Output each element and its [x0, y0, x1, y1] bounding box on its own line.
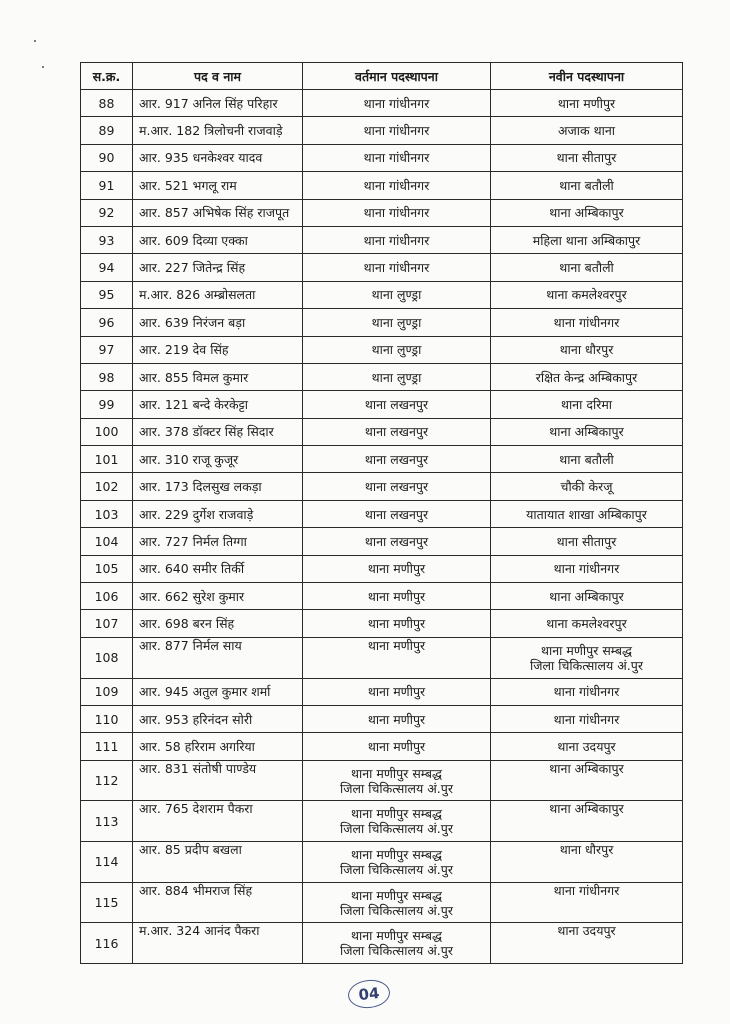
new-posting-cell	[491, 336, 683, 363]
table-row	[81, 801, 683, 842]
name-cell: आर. 609 दिव्या एक्का	[133, 226, 303, 253]
new-posting-cell-line: थाना उदयपुर	[557, 738, 616, 754]
current-posting-cell	[303, 923, 491, 964]
serial-number-cell: 92	[81, 199, 133, 226]
new-posting-cell-line: रक्षित केन्द्र अम्बिकापुर	[535, 369, 638, 385]
current-posting-cell-line: थाना गांधीनगर	[363, 205, 430, 221]
transfer-table	[80, 62, 683, 964]
new-posting-cell	[491, 923, 683, 964]
current-posting-cell	[303, 144, 491, 171]
current-posting-cell-line: थाना मणीपुर सम्बद्ध	[351, 846, 442, 862]
name-cell: आर. 727 निर्मल तिग्गा	[133, 528, 303, 555]
current-posting-cell	[303, 473, 491, 500]
current-posting-cell-line: थाना मणीपुर	[367, 684, 426, 700]
name-cell: आर. 121 बन्दे केरकेट्टा	[133, 391, 303, 418]
current-posting-cell-line: थाना लखनपुर	[364, 451, 429, 467]
serial-number-cell: 97	[81, 336, 133, 363]
serial-number-cell: 108	[81, 637, 133, 678]
new-posting-cell-line: थाना मणीपुर सम्बद्ध	[541, 642, 632, 658]
name-cell: आर. 884 भीमराज सिंह	[133, 882, 303, 923]
name-cell: आर. 953 हरिनंदन सोरी	[133, 705, 303, 732]
current-posting-cell	[303, 446, 491, 473]
scan-speck	[34, 40, 36, 42]
table-row	[81, 172, 683, 199]
new-posting-cell	[491, 500, 683, 527]
table-row	[81, 637, 683, 678]
name-cell: आर. 698 बरन सिंह	[133, 610, 303, 637]
table-row	[81, 705, 683, 732]
table-row	[81, 473, 683, 500]
new-posting-cell	[491, 473, 683, 500]
table-row	[81, 760, 683, 801]
new-posting-cell-line: जिला चिकित्सालय अं.पुर	[530, 657, 643, 673]
current-posting-cell-line: थाना गांधीनगर	[363, 95, 430, 111]
new-posting-cell	[491, 801, 683, 842]
new-posting-cell	[491, 117, 683, 144]
table-row	[81, 226, 683, 253]
serial-number-cell: 98	[81, 363, 133, 390]
new-posting-cell-line: थाना उदयपुर	[557, 923, 616, 939]
serial-number-cell: 116	[81, 923, 133, 964]
current-posting-cell-line: जिला चिकित्सालय अं.पुर	[340, 780, 453, 796]
new-posting-cell	[491, 882, 683, 923]
current-posting-cell-line: थाना लखनपुर	[364, 424, 429, 440]
serial-number-cell: 91	[81, 172, 133, 199]
current-posting-cell	[303, 418, 491, 445]
new-posting-cell-line: थाना गांधीनगर	[553, 711, 620, 727]
serial-number-cell: 106	[81, 583, 133, 610]
name-cell: आर. 173 दिलसुख लकड़ा	[133, 473, 303, 500]
current-posting-cell	[303, 610, 491, 637]
table-row	[81, 254, 683, 281]
new-posting-cell	[491, 90, 683, 117]
serial-number-cell: 95	[81, 281, 133, 308]
serial-number-cell: 101	[81, 446, 133, 473]
new-posting-cell	[491, 391, 683, 418]
serial-number-cell: 114	[81, 842, 133, 883]
new-posting-cell	[491, 281, 683, 308]
current-posting-cell-line: थाना लखनपुर	[364, 506, 429, 522]
new-posting-cell-line: थाना सीतापुर	[556, 150, 617, 166]
name-cell: आर. 640 समीर तिर्की	[133, 555, 303, 582]
table-row	[81, 500, 683, 527]
current-posting-cell	[303, 760, 491, 801]
current-posting-cell-line: थाना लुण्ड्रा	[371, 314, 422, 330]
serial-number-cell: 105	[81, 555, 133, 582]
name-cell: आर. 831 संतोषी पाण्डेय	[133, 760, 303, 801]
name-cell: आर. 85 प्रदीप बखला	[133, 842, 303, 883]
new-posting-cell	[491, 144, 683, 171]
current-posting-cell-line: जिला चिकित्सालय अं.पुर	[340, 821, 453, 837]
serial-number-cell: 89	[81, 117, 133, 144]
serial-number-cell: 99	[81, 391, 133, 418]
new-posting-cell	[491, 678, 683, 705]
current-posting-cell-line: थाना लखनपुर	[364, 479, 429, 495]
header-serial: स.क्र.	[81, 63, 133, 90]
name-cell: आर. 877 निर्मल साय	[133, 637, 303, 678]
serial-number-cell: 94	[81, 254, 133, 281]
new-posting-cell-line: थाना गांधीनगर	[553, 684, 620, 700]
name-cell: आर. 639 निरंजन बड़ा	[133, 309, 303, 336]
current-posting-cell	[303, 637, 491, 678]
name-cell: आर. 219 देव सिंह	[133, 336, 303, 363]
new-posting-cell	[491, 610, 683, 637]
table-row	[81, 528, 683, 555]
new-posting-cell	[491, 309, 683, 336]
serial-number-cell: 93	[81, 226, 133, 253]
current-posting-cell	[303, 90, 491, 117]
current-posting-cell	[303, 678, 491, 705]
name-cell: आर. 229 दुर्गेश राजवाड़े	[133, 500, 303, 527]
current-posting-cell	[303, 842, 491, 883]
name-cell: म.आर. 182 त्रिलोचनी राजवाड़े	[133, 117, 303, 144]
new-posting-cell	[491, 583, 683, 610]
new-posting-cell-line: थाना अम्बिकापुर	[549, 205, 624, 221]
name-cell: आर. 227 जितेन्द्र सिंह	[133, 254, 303, 281]
current-posting-cell	[303, 528, 491, 555]
current-posting-cell-line: थाना मणीपुर सम्बद्ध	[351, 928, 442, 944]
new-posting-cell-line: थाना बतौली	[559, 451, 614, 467]
serial-number-cell: 115	[81, 882, 133, 923]
current-posting-cell-line: थाना गांधीनगर	[363, 177, 430, 193]
name-cell: आर. 58 हरिराम अगरिया	[133, 733, 303, 760]
name-cell: आर. 945 अतुल कुमार शर्मा	[133, 678, 303, 705]
table-row	[81, 555, 683, 582]
current-posting-cell-line: थाना मणीपुर सम्बद्ध	[351, 765, 442, 781]
new-posting-cell-line: चौकी केरजू	[560, 479, 613, 495]
new-posting-cell-line: थाना गांधीनगर	[553, 561, 620, 577]
current-posting-cell-line: थाना मणीपुर	[367, 738, 426, 754]
header-name: पद व नाम	[133, 63, 303, 90]
current-posting-cell	[303, 705, 491, 732]
current-posting-cell-line: थाना गांधीनगर	[363, 232, 430, 248]
current-posting-cell-line: थाना लखनपुर	[364, 396, 429, 412]
current-posting-cell	[303, 336, 491, 363]
current-posting-cell-line: थाना मणीपुर	[367, 616, 426, 632]
current-posting-cell-line: थाना लुण्ड्रा	[371, 342, 422, 358]
header-current-posting: वर्तमान पदस्थापना	[303, 63, 491, 90]
current-posting-cell-line: थाना मणीपुर सम्बद्ध	[351, 806, 442, 822]
current-posting-cell-line: थाना मणीपुर	[367, 561, 426, 577]
table-row	[81, 336, 683, 363]
name-cell: आर. 310 राजू कुजूर	[133, 446, 303, 473]
current-posting-cell-line: जिला चिकित्सालय अं.पुर	[340, 902, 453, 918]
name-cell: आर. 765 देशराम पैकरा	[133, 801, 303, 842]
current-posting-cell-line: थाना मणीपुर	[367, 637, 426, 653]
new-posting-cell-line: थाना धौरपुर	[559, 342, 614, 358]
current-posting-cell-line: थाना लुण्ड्रा	[371, 369, 422, 385]
table-row	[81, 309, 683, 336]
new-posting-cell-line: अजाक थाना	[557, 123, 616, 139]
table-row	[81, 842, 683, 883]
table-row	[81, 446, 683, 473]
new-posting-cell	[491, 705, 683, 732]
serial-number-cell: 100	[81, 418, 133, 445]
serial-number-cell: 103	[81, 500, 133, 527]
scan-speck	[42, 66, 44, 68]
name-cell: आर. 378 डॉक्टर सिंह सिदार	[133, 418, 303, 445]
new-posting-cell	[491, 528, 683, 555]
table-row	[81, 117, 683, 144]
name-cell: आर. 521 भगलू राम	[133, 172, 303, 199]
serial-number-cell: 102	[81, 473, 133, 500]
current-posting-cell	[303, 583, 491, 610]
new-posting-cell-line: थाना सीतापुर	[556, 533, 617, 549]
new-posting-cell-line: थाना गांधीनगर	[553, 882, 620, 898]
new-posting-cell-line: थाना गांधीनगर	[553, 314, 620, 330]
new-posting-cell-line: थाना दरिमा	[560, 396, 613, 412]
serial-number-cell: 109	[81, 678, 133, 705]
serial-number-cell: 90	[81, 144, 133, 171]
current-posting-cell-line: थाना गांधीनगर	[363, 150, 430, 166]
current-posting-cell-line: थाना गांधीनगर	[363, 260, 430, 276]
name-cell: आर. 662 सुरेश कुमार	[133, 583, 303, 610]
table-row	[81, 610, 683, 637]
serial-number-cell: 107	[81, 610, 133, 637]
current-posting-cell-line: थाना लखनपुर	[364, 533, 429, 549]
current-posting-cell	[303, 391, 491, 418]
table-row	[81, 882, 683, 923]
table-row	[81, 199, 683, 226]
serial-number-cell: 113	[81, 801, 133, 842]
current-posting-cell	[303, 801, 491, 842]
name-cell: म.आर. 324 आनंद पैकरा	[133, 923, 303, 964]
current-posting-cell	[303, 363, 491, 390]
name-cell: आर. 917 अनिल सिंह परिहार	[133, 90, 303, 117]
current-posting-cell	[303, 281, 491, 308]
table-row	[81, 90, 683, 117]
new-posting-cell	[491, 637, 683, 678]
serial-number-cell: 96	[81, 309, 133, 336]
current-posting-cell-line: जिला चिकित्सालय अं.पुर	[340, 943, 453, 959]
current-posting-cell	[303, 309, 491, 336]
new-posting-cell-line: थाना अम्बिकापुर	[549, 801, 624, 817]
header-new-posting: नवीन पदस्थापना	[491, 63, 683, 90]
current-posting-cell-line: थाना लुण्ड्रा	[371, 287, 422, 303]
new-posting-cell	[491, 172, 683, 199]
new-posting-cell	[491, 226, 683, 253]
table-row	[81, 923, 683, 964]
name-cell: आर. 935 धनकेश्वर यादव	[133, 144, 303, 171]
serial-number-cell: 104	[81, 528, 133, 555]
new-posting-cell-line: थाना बतौली	[559, 177, 614, 193]
new-posting-cell-line: महिला थाना अम्बिकापुर	[532, 232, 641, 248]
current-posting-cell-line: थाना गांधीनगर	[363, 123, 430, 139]
new-posting-cell	[491, 418, 683, 445]
current-posting-cell	[303, 882, 491, 923]
serial-number-cell: 112	[81, 760, 133, 801]
new-posting-cell	[491, 733, 683, 760]
new-posting-cell-line: यातायात शाखा अम्बिकापुर	[526, 506, 647, 522]
name-cell: आर. 855 विमल कुमार	[133, 363, 303, 390]
new-posting-cell-line: थाना मणीपुर	[557, 95, 616, 111]
new-posting-cell-line: थाना अम्बिकापुर	[549, 760, 624, 776]
serial-number-cell: 110	[81, 705, 133, 732]
serial-number-cell: 88	[81, 90, 133, 117]
table-row	[81, 281, 683, 308]
table-row	[81, 583, 683, 610]
name-cell: म.आर. 826 अम्ब्रोसलता	[133, 281, 303, 308]
new-posting-cell-line: थाना कमलेश्वरपुर	[546, 616, 627, 632]
current-posting-cell	[303, 254, 491, 281]
new-posting-cell	[491, 760, 683, 801]
name-cell: आर. 857 अभिषेक सिंह राजपूत	[133, 199, 303, 226]
current-posting-cell	[303, 226, 491, 253]
table-row	[81, 678, 683, 705]
table-row	[81, 418, 683, 445]
new-posting-cell-line: थाना धौरपुर	[559, 842, 614, 858]
new-posting-cell	[491, 842, 683, 883]
new-posting-cell-line: थाना बतौली	[559, 260, 614, 276]
current-posting-cell-line: थाना मणीपुर	[367, 711, 426, 727]
current-posting-cell	[303, 199, 491, 226]
table-header-row	[81, 63, 683, 90]
new-posting-cell	[491, 254, 683, 281]
page-number: 04	[347, 978, 392, 1010]
current-posting-cell-line: जिला चिकित्सालय अं.पुर	[340, 861, 453, 877]
current-posting-cell-line: थाना मणीपुर सम्बद्ध	[351, 887, 442, 903]
new-posting-cell-line: थाना अम्बिकापुर	[549, 588, 624, 604]
new-posting-cell-line: थाना अम्बिकापुर	[549, 424, 624, 440]
table-row	[81, 733, 683, 760]
table-body	[81, 90, 683, 964]
serial-number-cell: 111	[81, 733, 133, 760]
new-posting-cell	[491, 363, 683, 390]
new-posting-cell	[491, 555, 683, 582]
current-posting-cell-line: थाना मणीपुर	[367, 588, 426, 604]
new-posting-cell	[491, 199, 683, 226]
new-posting-cell	[491, 446, 683, 473]
table-row	[81, 144, 683, 171]
current-posting-cell	[303, 500, 491, 527]
table-row	[81, 391, 683, 418]
new-posting-cell-line: थाना कमलेश्वरपुर	[546, 287, 627, 303]
table-row	[81, 363, 683, 390]
current-posting-cell	[303, 172, 491, 199]
current-posting-cell	[303, 555, 491, 582]
current-posting-cell	[303, 117, 491, 144]
current-posting-cell	[303, 733, 491, 760]
